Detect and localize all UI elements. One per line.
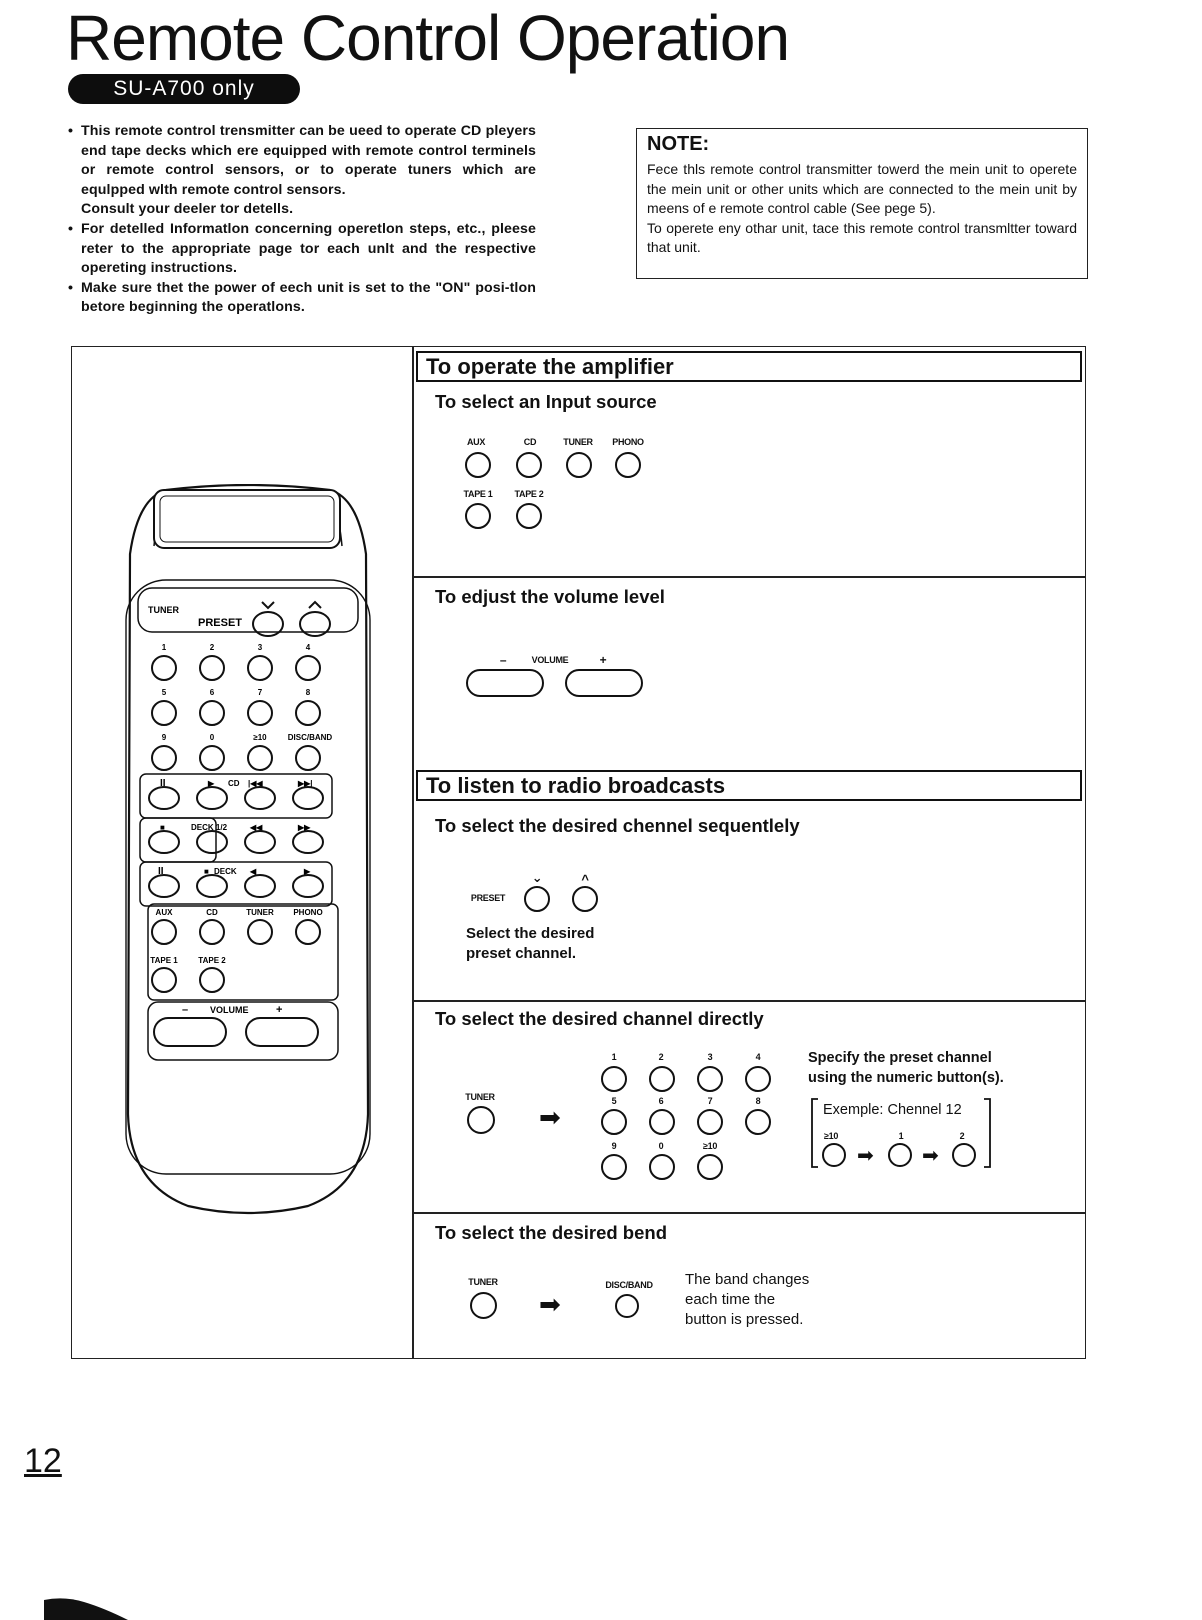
remote-digit-label: ≥10 — [253, 733, 267, 742]
digit-label: 6 — [658, 1096, 664, 1106]
remote-cd-label: CD — [228, 779, 240, 788]
remote-volume-plus: + — [276, 1004, 283, 1016]
divider — [412, 1212, 1086, 1214]
remote-tape-label: TAPE 2 — [198, 956, 226, 965]
tuner-label: TUNER — [563, 437, 593, 447]
remote-volume-minus: – — [182, 1004, 189, 1016]
band-instruction: The band changes — [685, 1271, 810, 1288]
pause-icon: II — [158, 866, 164, 877]
tuner-button-icon — [467, 1106, 495, 1134]
digit-label: 5 — [611, 1096, 617, 1106]
tape1-label: TAPE 1 — [463, 489, 493, 499]
play-icon: ▶ — [208, 779, 215, 788]
section-heading-amplifier: To operate the amplifier — [416, 351, 1082, 382]
remote-digit-label: 8 — [305, 688, 311, 697]
band-instruction: button is pressed. — [685, 1311, 804, 1328]
fast-forward-icon: ▶▶ — [298, 823, 311, 832]
digit-button-icon — [601, 1066, 627, 1092]
volume-up-button-icon — [565, 669, 643, 697]
remote-input-label: AUX — [155, 908, 173, 917]
digit-button-icon — [697, 1109, 723, 1135]
skip-forward-icon: ▶▶| — [298, 779, 313, 788]
remote-control-illustration — [118, 484, 378, 1220]
digit-label: 9 — [611, 1141, 617, 1151]
reverse-play-icon: ◀ — [250, 867, 257, 876]
direct-instruction: using the numeric button(s). — [808, 1070, 1004, 1086]
remote-digit-label: 9 — [161, 733, 167, 742]
remote-tuner-label: TUNER — [148, 605, 179, 615]
tape2-label: TAPE 2 — [514, 489, 544, 499]
divider — [412, 346, 414, 1359]
remote-digit-label: 3 — [257, 643, 263, 652]
remote-input-label: CD — [206, 908, 218, 917]
note-paragraph: To operete eny othar unit, tace this remote control transmltter toward that unit. — [647, 219, 1077, 256]
digit-button-icon — [649, 1154, 675, 1180]
remote-input-label: TUNER — [246, 908, 274, 917]
play-icon: ▶ — [304, 867, 311, 876]
volume-down-button-icon — [466, 669, 544, 697]
example-digit-label: 2 — [959, 1131, 965, 1141]
remote-disc-band-label: DISC/BAND — [287, 733, 333, 742]
digit-button-icon — [601, 1154, 627, 1180]
remote-digit-label: 1 — [161, 643, 167, 652]
remote-deck12-label: DECK 1/2 — [191, 823, 228, 832]
volume-minus-label: – — [499, 653, 507, 667]
remote-digit-label: 0 — [209, 733, 215, 742]
remote-digit-label: 6 — [209, 688, 215, 697]
digit-button-icon — [649, 1066, 675, 1092]
aux-button-icon — [465, 452, 491, 478]
preset-down-button-icon — [524, 886, 550, 912]
remote-digit-label: 5 — [161, 688, 167, 697]
page-number: 12 — [24, 1442, 62, 1480]
model-badge: SU-A700 only — [68, 74, 300, 104]
tape1-button-icon — [465, 503, 491, 529]
scan-artifact — [44, 1596, 134, 1620]
remote-preset-label: PRESET — [198, 617, 243, 629]
direct-instruction: Specify the preset channel — [808, 1050, 992, 1066]
example-digit-label: ≥10 — [823, 1131, 839, 1141]
band-instruction: each time the — [685, 1291, 776, 1308]
aux-label: AUX — [466, 437, 486, 447]
cd-label: CD — [523, 437, 537, 447]
intro-bullet: • For detelled Informatlon concerning operetlon steps, etc., pleese reter to the appropriate page tor each unlt and the respective opereting instructions. — [68, 220, 536, 279]
disc-band-button-icon — [615, 1294, 639, 1318]
digit-label: 1 — [611, 1052, 617, 1062]
cd-button-icon — [516, 452, 542, 478]
note-paragraph: Fece thls remote control transmitter towerd the mein unit to operete the mein unit or other units which are connected to the mein unit by meens of e remote control cable (See pege 5). — [647, 161, 1077, 217]
tuner-label: TUNER — [465, 1092, 495, 1102]
intro-text — [68, 122, 536, 318]
tuner-button-icon — [566, 452, 592, 478]
volume-plus-label: + — [599, 653, 607, 667]
digit-label: 7 — [707, 1096, 713, 1106]
pause-icon: II — [160, 778, 166, 789]
example-button-icon — [952, 1143, 976, 1167]
page-title: Remote Control Operation — [66, 2, 790, 74]
arrow-right-icon: ➡ — [539, 1102, 561, 1132]
remote-digit-label: 4 — [305, 643, 311, 652]
tuner-label: TUNER — [468, 1277, 498, 1287]
stop-icon: ■ — [160, 823, 165, 832]
remote-deck-label: DECK — [214, 867, 237, 876]
preset-up-button-icon — [572, 886, 598, 912]
section-heading-radio: To listen to radio broadcasts — [416, 770, 1082, 801]
tuner-button-icon — [470, 1292, 497, 1319]
example-button-icon — [888, 1143, 912, 1167]
divider — [412, 576, 1086, 578]
arrow-right-icon: ➡ — [922, 1145, 939, 1167]
subheading-sequential: To select the desired chennel sequentlely — [435, 815, 800, 836]
digit-button-icon — [601, 1109, 627, 1135]
intro-bullet: • This remote control trensmitter can be ueed to operate CD pleyers end tape decks which ere equipped with remote control terminels or remote control sensors, or to operate tuners which are equlpped wlth remote control sensors. Consult your deeler tor detells. — [68, 122, 536, 220]
remote-tape-label: TAPE 1 — [150, 956, 178, 965]
rewind-icon: ◀◀ — [250, 823, 263, 832]
phono-button-icon — [615, 452, 641, 478]
intro-consult: Consult your deeler tor detells. — [81, 201, 294, 218]
volume-label: VOLUME — [531, 655, 569, 665]
subheading-band: To select the desired bend — [435, 1222, 667, 1243]
arrow-right-icon: ➡ — [857, 1145, 874, 1167]
digit-label: ≥10 — [702, 1141, 718, 1151]
digit-button-icon — [697, 1154, 723, 1180]
arrow-right-icon: ➡ — [539, 1289, 561, 1319]
digit-label: 4 — [755, 1052, 761, 1062]
tape2-button-icon — [516, 503, 542, 529]
digit-button-icon — [745, 1066, 771, 1092]
note-box — [636, 128, 1088, 279]
subheading-direct: To select the desired channel directly — [435, 1008, 764, 1029]
example-button-icon — [822, 1143, 846, 1167]
sequential-instruction: Select the desired — [466, 925, 595, 942]
remote-digit-label: 2 — [209, 643, 215, 652]
remote-digit-label: 7 — [257, 688, 263, 697]
remote-volume-label: VOLUME — [210, 1005, 249, 1015]
digit-label: 3 — [707, 1052, 713, 1062]
digit-label: 0 — [658, 1141, 664, 1151]
remote-input-label: PHONO — [293, 908, 323, 917]
divider — [412, 1000, 1086, 1002]
subheading-input-source: To select an Input source — [435, 391, 657, 412]
skip-back-icon: |◀◀ — [248, 779, 263, 788]
digit-label: 8 — [755, 1096, 761, 1106]
digit-button-icon — [745, 1109, 771, 1135]
subheading-volume: To edjust the volume level — [435, 586, 665, 607]
sequential-instruction: preset channel. — [466, 945, 577, 962]
digit-button-icon — [649, 1109, 675, 1135]
stop-icon: ■ — [204, 867, 209, 876]
digit-button-icon — [697, 1066, 723, 1092]
digit-label: 2 — [658, 1052, 664, 1062]
example-label: Exemple: Chennel 12 — [823, 1102, 962, 1118]
disc-band-label: DISC/BAND — [605, 1280, 653, 1290]
example-digit-label: 1 — [898, 1131, 904, 1141]
intro-bullet: • Make sure thet the power of eech unit is set to the "ON" posi-tlon betore beginning the operatlons. — [68, 279, 536, 318]
preset-down-icon: ⌄ — [531, 870, 543, 885]
preset-up-icon: ^ — [581, 872, 589, 887]
preset-label: PRESET — [470, 893, 506, 903]
phono-label: PHONO — [612, 437, 644, 447]
note-heading: NOTE: — [647, 133, 710, 155]
